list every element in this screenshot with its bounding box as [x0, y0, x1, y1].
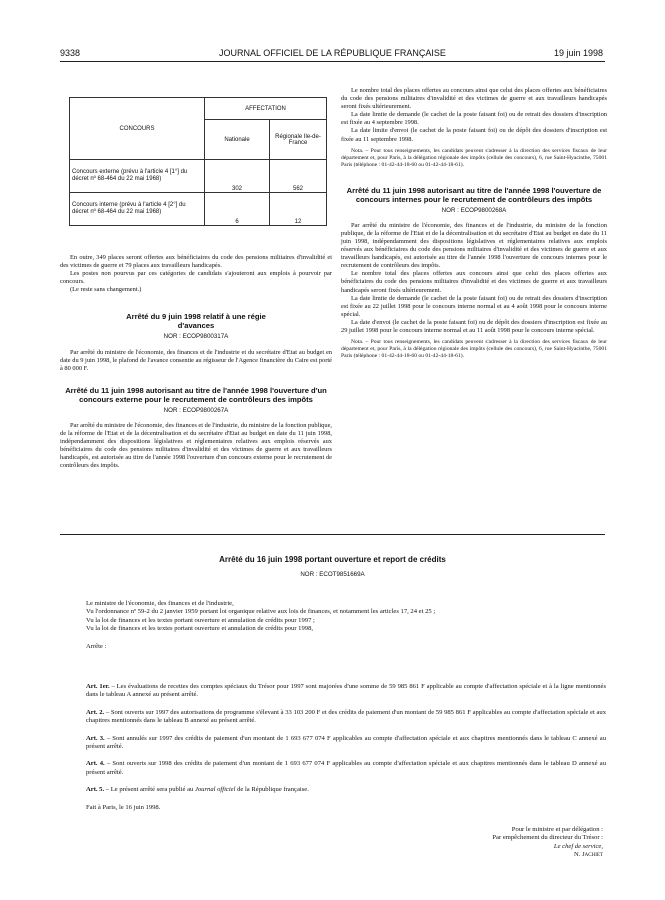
paragraph: Vu la loi de finances et les textes portant ouverture et annulation de crédits pour 1997 ; [86, 616, 315, 624]
article-label: Art. 1er. [86, 683, 110, 690]
header-rule [60, 61, 605, 62]
arrete-label: Arrête : [86, 642, 107, 650]
nor-reference: NOR : ECOT9851669A [300, 571, 365, 578]
nota-paragraph: Nota. – Pour tous renseignements, les candidats peuvent s'adresser à la direction des services fiscaux de leur département et, pour Paris, à la délégation régionale des impôts (cellule des concours), 6, rue Saint-Hyacinthe, 75001 Paris (téléphone : 01-42-44-18-60 ou 01-42-44-18-61). [341, 147, 607, 168]
table-row [70, 193, 327, 226]
signature-line: Pour le ministre et par délégation : [511, 826, 603, 833]
article-text: – Le présent arrêté sera publié au [104, 786, 195, 794]
nor-reference: NOR : ECOP9800267A [163, 406, 229, 414]
arrete-title: Arrêté du 11 juin 1998 autorisant au titre de l'année 1998 l'ouverture de concours internes pour le recrutement de contrôleurs des impôts [346, 185, 602, 204]
col-regionale-header: Régionale Ile-de-France [270, 120, 327, 160]
table-row [70, 160, 327, 193]
bottom-arrete-title: Arrêté du 16 juin 1998 portant ouverture et report de crédits [219, 555, 446, 564]
paragraph: Le nombre total des places offertes aux concours ainsi que celui des places offertes aux bénéficiaires du code des pensions militaires d'invalidité et des victimes de guerre et aux travailleurs handicapés seront fixés ultérieurement. [341, 270, 607, 294]
article [86, 735, 606, 752]
row-regionale: 12 [270, 193, 327, 226]
article [86, 786, 606, 794]
paragraph: Vu la loi de finances et les textes portant ouverture et annulation de crédits pour 1998, [86, 625, 314, 633]
paragraph: Le ministre de l'économie, des finances et de l'industrie, [86, 600, 234, 607]
paragraph: Par arrêté du ministre de l'économie, des finances et de l'industrie et du secrétaire d'Etat au budget en date du 9 juin 1998, le plafond de l'avance consentie au régisseur de l'Agence financière du Caire est porté à 80 000 F. [60, 348, 332, 372]
journal-name: Journal officiel [194, 786, 236, 794]
paragraph: La date d'envoi (le cachet de la poste faisant foi) ou de dépôt des dossiers d'inscription est fixée au 29 juillet 1998 pour le concours interne normal et au 11 août 1998 pour le concours interne spécial. [341, 318, 607, 334]
article-text: – Sont ouverts sur 1997 des autorisations de programme s'élevant à 33 103 200 F et des crédits de paiement d'un montant de 59 985 861 F applicables au compte d'affectation spéciale et aux chapitres mentionnés dans le tableau B annexé au présent arrêté. [86, 708, 606, 725]
nota-paragraph: Nota. – Pour tous renseignements, les candidats peuvent s'adresser à la direction des services fiscaux de leur département et, pour Paris, à la délégation régionale des impôts (cellule des concours), 6, rue Saint-Hyacinthe, 75001 Paris (téléphone : 01-42-44-18-60 ou 01-42-44-18-61). [341, 339, 607, 360]
row-label: Concours externe (prévu à l'article 4 [1°] du décret nº 68-464 du 22 mai 1968) [70, 160, 205, 193]
article-label: Art. 4. [86, 760, 105, 768]
col-nationale-header: Nationale [205, 120, 270, 160]
arrete-title: Arrêté du 11 juin 1998 autorisant au titre de l'année 1998 l'ouverture d'un concours externe pour le recrutement de contrôleurs des impôts [65, 385, 327, 404]
col-affectation-header: AFFECTATION [205, 98, 327, 120]
paragraph: (Le reste sans changement.) [70, 286, 142, 294]
paragraph: Le nombre total des places offertes au concours ainsi que celui des places offertes aux bénéficiaires du code des pensions militaires d'invalidité et des victimes de guerre et aux travailleurs handicapés seront fixés ultérieurement. [341, 87, 607, 111]
header-date: 19 juin 1998 [553, 48, 603, 58]
nor-reference: NOR : ECOP9800268A [441, 206, 507, 214]
article-text: – Sont ouverts sur 1998 des crédits de paiement d'un montant de 1 693 677 074 F applicables au compte d'affectation spéciale et aux chapitres mentionnés dans le tableau D annexé au présent arrêté. [86, 760, 606, 776]
paragraph: La date limite de demande (le cachet de la poste faisant foi) ou de retrait des dossiers d'inscription est fixée au 22 juillet 1998 pour le concours interne normal et au 4 août 1998 pour le concours interne spécial. [341, 294, 607, 318]
article-text: de la République française. [235, 786, 309, 794]
paragraph: La date limite de demande (le cachet de la poste faisant foi) ou de retrait des dossiers d'inscription est fixée au 4 septembre 1998. [341, 111, 607, 127]
journal-title: JOURNAL OFFICIEL DE LA RÉPUBLIQUE FRANÇAISE [219, 48, 446, 58]
article-text: – Sont annulés sur 1997 des crédits de paiement d'un montant de 1 693 677 074 F applicables au compte d'affectation spéciale et aux chapitres mentionnés dans le tableau C annexé au présent arrêté. [86, 734, 606, 751]
article-label: Art. 5. [86, 786, 105, 794]
left-column [60, 254, 332, 471]
affectation-table [69, 97, 327, 226]
right-column [341, 87, 607, 360]
paragraph: La date limite d'envoi (le cachet de la poste faisant foi) ou de dépôt des dossiers d'inscription est fixée au 11 septembre 1998. [341, 127, 607, 143]
signature-line: Par empêchement du directeur du Trésor : [492, 834, 603, 842]
paragraph: Vu l'ordonnance nº 59-2 du 2 janvier 1959 portant loi organique relative aux lois de finances, et notamment les articles 17, 24 et 25 ; [86, 608, 436, 616]
section-rule [60, 534, 605, 535]
article-label: Art. 3. [86, 734, 105, 742]
paragraph: En outre, 349 places seront offertes aux bénéficiaires du code des pensions militaires d'invalidité et des victimes de guerre et 79 places aux travailleurs handicapés. [60, 254, 332, 270]
arrete-title: Arrêté du 9 juin 1998 relatif à une régie d'avances [126, 312, 266, 331]
row-nationale: 302 [205, 160, 270, 193]
visa-block [86, 600, 606, 651]
article [86, 760, 606, 777]
page-number: 9338 [60, 48, 81, 58]
article [86, 709, 606, 726]
article-label: Art. 2. [86, 708, 105, 716]
article-text: – Les évaluations de recettes des comptes spéciaux du Trésor pour 1997 sont majorées d'une somme de 59 985 861 F applicable au compte d'affectation spéciale et à la ligne mentionnés dans le tableau A annexé au présent arrêté. [86, 683, 607, 699]
col-concours-header: CONCOURS [70, 98, 205, 160]
paragraph: Par arrêté du ministre de l'économie, des finances et de l'industrie, du ministre de la fonction publique, de la réforme de l'Etat et de la décentralisation et du secrétaire d'Etat au budget en date du 11 juin 1998, indépendamment des dispositions législatives et réglementaires relatives aux emplois réservés aux bénéficiaires du code des pensions militaires d'invalidité et des victimes de guerre et aux travailleurs handicapés, est autorisée au titre de l'année 1998 l'ouverture de concours internes pour le recrutement de contrôleurs des impôts. [341, 221, 607, 270]
articles-block [86, 683, 606, 812]
signature-line: Le chef de service, [553, 842, 603, 850]
paragraph: Par arrêté du ministre de l'économie, des finances et de l'industrie, du ministre de la fonction publique, de la réforme de l'Etat et de la décentralisation et du secrétaire d'Etat au budget en date du 11 juin 1998, indépendamment des dispositions législatives et réglementaires relatives aux emplois réservés aux bénéficiaires du code des pensions militaires d'invalidité et des victimes de guerre et aux travailleurs handicapés, est autorisée au titre de l'année 1998 l'ouverture d'un concours externe pour le recrutement de contrôleurs des impôts. [60, 421, 332, 470]
nor-reference: NOR : ECOP9800317A [163, 333, 229, 341]
row-nationale: 6 [205, 193, 270, 226]
row-label: Concours interne (prévu à l'article 4 [2°] du décret nº 68-464 du 22 mai 1968) [70, 193, 205, 226]
article [86, 683, 606, 700]
signature-block [492, 826, 603, 860]
paragraph: Les postes non pourvus par ces catégories de candidats s'ajouteront aux emplois à pourvoir par concours. [60, 270, 332, 286]
fait-a-paris: Fait à Paris, le 16 juin 1998. [86, 803, 161, 811]
signatory-name: N. Jachiet [574, 851, 603, 859]
row-regionale: 562 [270, 160, 327, 193]
